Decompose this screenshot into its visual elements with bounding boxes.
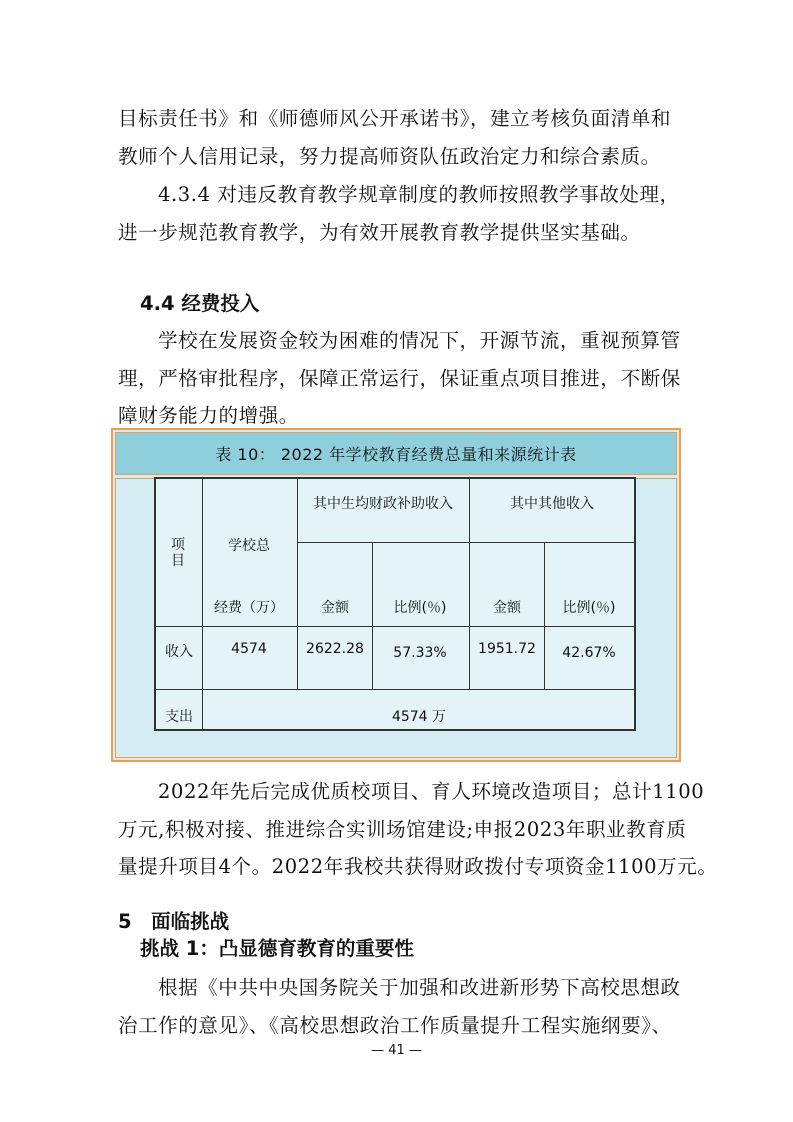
table-col-divider — [297, 477, 298, 689]
row-label-expense: 支出 — [165, 709, 193, 725]
table-col-divider — [372, 542, 373, 689]
paragraph-line: 万元,积极对接、推进综合实训场馆建设;申报2023年职业教育质 — [118, 818, 687, 841]
table-border-right — [634, 477, 636, 731]
paragraph-line: 根据《中共中央国务院关于加强和改进新形势下高校思想政 — [158, 976, 681, 999]
header-other-group: 其中其他收入 — [510, 496, 594, 512]
section-heading: 5 面临挑战 — [118, 910, 230, 933]
header-school-total-top: 学校总 — [228, 538, 270, 554]
paragraph-line: 4.3.4 对违反教育教学规章制度的教师按照教学事故处理， — [158, 183, 680, 206]
paragraph-line: 进一步规范教育教学，为有效开展教育教学提供坚实基础。 — [118, 221, 641, 244]
paragraph-line: 理，严格审批程序，保障正常运行，保证重点项目推进，不断保 — [118, 367, 681, 390]
table-border-top — [154, 477, 635, 479]
header-school-total-bottom: 经费（万） — [214, 600, 284, 616]
header-amount: 金额 — [321, 600, 349, 616]
table-row-divider — [297, 542, 635, 543]
header-fiscal-group: 其中生均财政补助收入 — [313, 496, 453, 512]
paragraph-line: 教师个人信用记录，努力提高师资队伍政治定力和综合素质。 — [118, 145, 661, 168]
subsection-heading: 挑战 1：凸显德育教育的重要性 — [140, 937, 414, 960]
expense-value: 4574 万 — [391, 709, 447, 725]
fiscal-ratio: 57.33% — [393, 645, 447, 661]
paragraph-line: 治工作的意见》、《高校思想政治工作质量提升工程实施纲要》、 — [118, 1014, 672, 1037]
paragraph-line: 目标责任书》和《师德师风公开承诺书》，建立考核负面清单和 — [118, 107, 672, 130]
paragraph-line: 学校在发展资金较为困难的情况下，开源节流，重视预算管 — [158, 329, 681, 352]
other-amount: 1951.72 — [478, 641, 536, 657]
table-border-bottom — [154, 729, 635, 731]
fiscal-amount: 2622.28 — [306, 641, 364, 657]
table-col-divider — [202, 477, 203, 731]
income-total: 4574 — [231, 641, 267, 657]
page-number: — 41 — — [371, 1043, 422, 1058]
paragraph-line: 量提升项目4个。2022年我校共获得财政拨付专项资金1100万元。 — [118, 855, 718, 878]
section-heading: 4.4 经费投入 — [140, 292, 260, 315]
header-ratio: 比例(％) — [562, 600, 616, 616]
table-row-divider — [154, 626, 635, 627]
paragraph-line: 障财务能力的增强。 — [118, 404, 299, 427]
table-row-divider — [154, 689, 635, 690]
header-amount: 金额 — [493, 600, 521, 616]
table-border-left — [154, 477, 156, 731]
other-ratio: 42.67% — [562, 645, 616, 661]
table-title: 表 10： 2022 年学校教育经费总量和来源统计表 — [115, 432, 677, 475]
header-ratio: 比例(％) — [393, 600, 447, 616]
header-item: 项目 — [171, 537, 185, 569]
table-col-divider — [544, 542, 545, 689]
paragraph-line: 2022年先后完成优质校项目、育人环境改造项目；总计1100 — [158, 780, 705, 803]
table-col-divider — [469, 477, 470, 689]
funding-table — [154, 477, 635, 731]
row-label-income: 收入 — [165, 644, 193, 660]
